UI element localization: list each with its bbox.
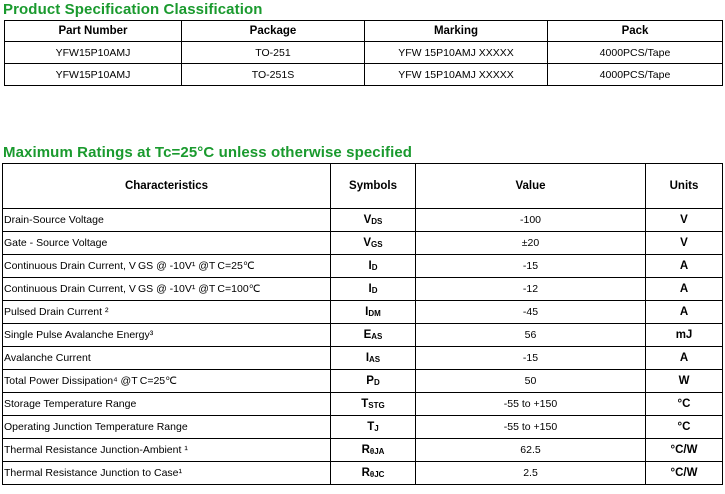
part-number-cell: YFW15P10AMJ xyxy=(5,42,182,64)
pack-cell: 4000PCS/Tape xyxy=(548,42,723,64)
unit-cell: °C xyxy=(646,416,723,439)
marking-cell: YFW 15P10AMJ XXXXX xyxy=(365,64,548,86)
table-row xyxy=(5,64,723,86)
symbol-subscript: DS xyxy=(371,217,383,226)
symbol-letter: I xyxy=(365,306,369,318)
characteristic-cell: Pulsed Drain Current ² xyxy=(3,301,331,324)
symbol-letter: V xyxy=(363,214,372,226)
table-row xyxy=(3,439,723,462)
header-value: Value xyxy=(416,164,646,209)
spec-header-row xyxy=(5,21,723,42)
symbol-letter: R xyxy=(361,467,370,479)
package-cell: TO-251S xyxy=(182,64,365,86)
table-row xyxy=(3,278,723,301)
table-row xyxy=(3,324,723,347)
table-row xyxy=(5,42,723,64)
package-cell: TO-251 xyxy=(182,42,365,64)
table-row xyxy=(3,462,723,485)
symbol-cell xyxy=(331,347,416,370)
characteristic-cell: Thermal Resistance Junction-Ambient ¹ xyxy=(3,439,331,462)
value-cell: -15 xyxy=(416,347,646,370)
ratings-table xyxy=(2,163,723,485)
ratings-body xyxy=(3,209,723,485)
characteristic-cell: Continuous Drain Current, V GS @ -10V¹ @T C=25℃ xyxy=(3,255,331,278)
characteristic-cell: Gate - Source Voltage xyxy=(3,232,331,255)
header-units: Units xyxy=(646,164,723,209)
unit-cell: A xyxy=(646,255,723,278)
unit-cell: °C/W xyxy=(646,462,723,485)
symbol-subscript: D xyxy=(371,263,378,272)
value-cell: 2.5 xyxy=(416,462,646,485)
table-row xyxy=(3,301,723,324)
symbol-subscript: GS xyxy=(371,240,383,249)
ratings-header-row xyxy=(3,164,723,209)
unit-cell: A xyxy=(646,347,723,370)
characteristic-cell: Total Power Dissipation⁴ @T C=25℃ xyxy=(3,370,331,393)
symbol-subscript: D xyxy=(373,378,380,387)
header-package: Package xyxy=(182,21,365,42)
symbol-subscript: θJC xyxy=(369,470,385,479)
symbol-subscript: D xyxy=(371,286,378,295)
symbol-letter: R xyxy=(361,444,370,456)
symbol-cell xyxy=(331,255,416,278)
unit-cell: °C/W xyxy=(646,439,723,462)
ratings-section-title: Maximum Ratings at Tc=25°C unless otherwise specified xyxy=(3,144,413,161)
value-cell: -55 to +150 xyxy=(416,393,646,416)
symbol-subscript: J xyxy=(374,424,379,433)
value-cell: ±20 xyxy=(416,232,646,255)
marking-cell: YFW 15P10AMJ XXXXX xyxy=(365,42,548,64)
value-cell: -45 xyxy=(416,301,646,324)
value-cell: 62.5 xyxy=(416,439,646,462)
part-number-cell: YFW15P10AMJ xyxy=(5,64,182,86)
unit-cell: A xyxy=(646,278,723,301)
header-pack: Pack xyxy=(548,21,723,42)
symbol-cell xyxy=(331,439,416,462)
value-cell: -15 xyxy=(416,255,646,278)
header-symbols: Symbols xyxy=(331,164,416,209)
symbol-letter: E xyxy=(363,329,372,341)
symbol-cell xyxy=(331,393,416,416)
value-cell: 50 xyxy=(416,370,646,393)
value-cell: 56 xyxy=(416,324,646,347)
header-part-number: Part Number xyxy=(5,21,182,42)
symbol-cell xyxy=(331,370,416,393)
symbol-cell xyxy=(331,324,416,347)
header-marking: Marking xyxy=(365,21,548,42)
table-row xyxy=(3,393,723,416)
characteristic-cell: Operating Junction Temperature Range xyxy=(3,416,331,439)
spec-section-title: Product Specification Classification xyxy=(3,1,263,18)
symbol-letter: I xyxy=(365,352,370,364)
header-characteristics: Characteristics xyxy=(3,164,331,209)
symbol-subscript: AS xyxy=(371,332,383,341)
symbol-subscript: DM xyxy=(368,309,381,318)
symbol-cell xyxy=(331,416,416,439)
unit-cell: V xyxy=(646,232,723,255)
table-row xyxy=(3,416,723,439)
table-row xyxy=(3,255,723,278)
characteristic-cell: Storage Temperature Range xyxy=(3,393,331,416)
symbol-letter: V xyxy=(363,237,372,249)
value-cell: -55 to +150 xyxy=(416,416,646,439)
unit-cell: mJ xyxy=(646,324,723,347)
unit-cell: °C xyxy=(646,393,723,416)
symbol-letter: T xyxy=(367,421,375,433)
value-cell: -12 xyxy=(416,278,646,301)
pack-cell: 4000PCS/Tape xyxy=(548,64,723,86)
symbol-cell xyxy=(331,232,416,255)
table-row xyxy=(3,347,723,370)
table-row xyxy=(3,209,723,232)
symbol-letter: I xyxy=(368,260,372,272)
symbol-subscript: STG xyxy=(368,401,385,410)
characteristic-cell: Thermal Resistance Junction to Case¹ xyxy=(3,462,331,485)
symbol-subscript: AS xyxy=(369,355,381,364)
unit-cell: A xyxy=(646,301,723,324)
table-row xyxy=(3,232,723,255)
value-cell: -100 xyxy=(416,209,646,232)
symbol-cell xyxy=(331,209,416,232)
characteristic-cell: Drain-Source Voltage xyxy=(3,209,331,232)
symbol-letter: P xyxy=(366,375,374,387)
characteristic-cell: Continuous Drain Current, V GS @ -10V¹ @T C=100℃ xyxy=(3,278,331,301)
unit-cell: W xyxy=(646,370,723,393)
unit-cell: V xyxy=(646,209,723,232)
symbol-letter: T xyxy=(361,398,369,410)
symbol-cell xyxy=(331,301,416,324)
symbol-subscript: θJA xyxy=(369,447,385,456)
symbol-cell xyxy=(331,278,416,301)
table-row xyxy=(3,370,723,393)
characteristic-cell: Avalanche Current xyxy=(3,347,331,370)
symbol-cell xyxy=(331,462,416,485)
symbol-letter: I xyxy=(368,283,372,295)
characteristic-cell: Single Pulse Avalanche Energy³ xyxy=(3,324,331,347)
spec-table xyxy=(4,20,723,86)
